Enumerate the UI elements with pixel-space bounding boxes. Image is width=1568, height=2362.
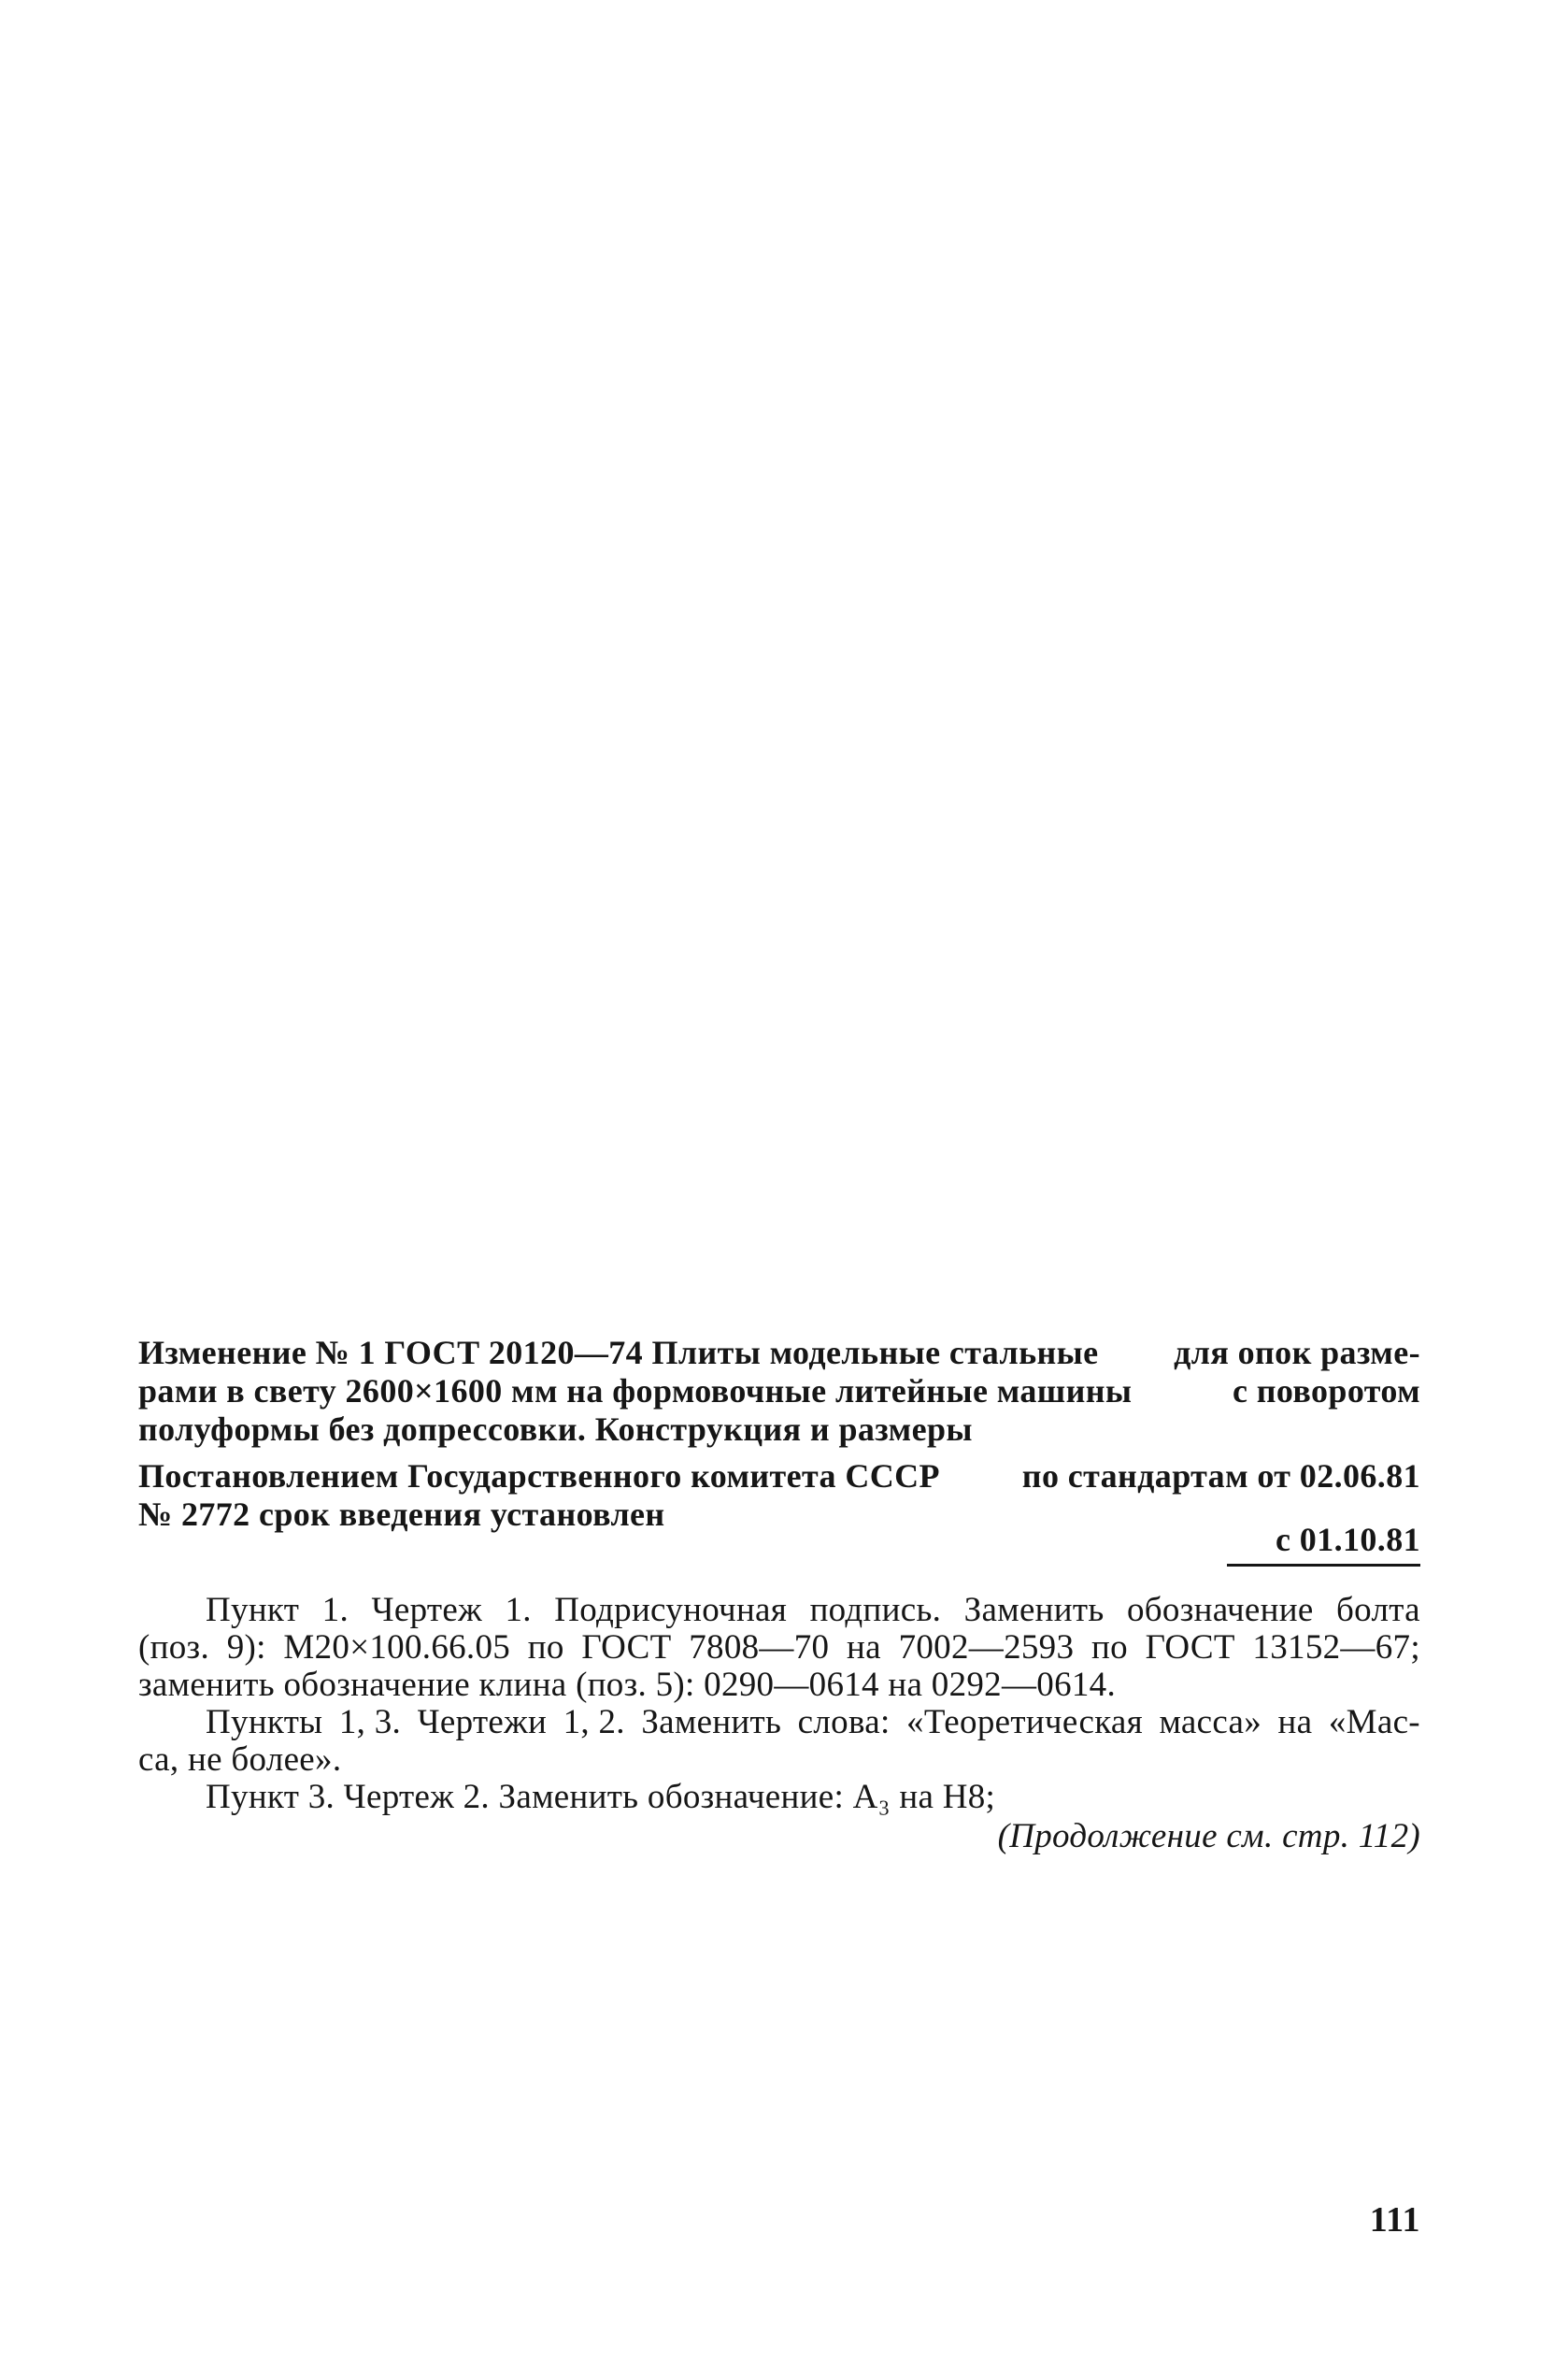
line-text: заменить обозначение клина (поз. 5): 0290—0614 на 0292—0614. [138,1666,1117,1704]
amendment-title [138,1334,1420,1449]
title-line-1 [138,1334,1420,1372]
word: 7002—2593 [898,1628,1075,1667]
word: Чертежи [417,1703,548,1741]
word: «Мас- [1328,1703,1420,1741]
word: масса» [1159,1703,1262,1741]
decree-text [138,1457,1420,1534]
paragraph-1-line-1 [138,1592,1420,1629]
word: 9): [226,1628,266,1667]
word: по [1090,1628,1128,1667]
word: Пункт [206,1591,300,1629]
word: Подрисуночная [554,1591,788,1629]
line-text: Пункт 3. Чертеж 2. Заменить обозначение: A₃ на H8; [206,1778,996,1816]
decree-line-1-right: по стандартам от 02.06.81 [1021,1457,1420,1495]
title-line-2-right: с поворотом [1232,1372,1420,1410]
decree-line-2 [138,1496,1420,1534]
page-number: 111 [1369,2200,1420,2240]
paragraph-2-line-2 [138,1741,1420,1779]
effective-date-underline [1227,1564,1420,1567]
title-line-2-left: рами в свету 2600×1600 мм на формовочные литейные машины [138,1372,1133,1410]
continuation-note: (Продолжение см. стр. 112) [997,1817,1420,1855]
word: 7808—70 [689,1628,830,1667]
paragraph-2 [138,1704,1420,1779]
title-line-1-right: для опок разме- [1174,1334,1420,1371]
word: 13152—67; [1252,1628,1420,1667]
paragraph-1-line-2 [138,1629,1420,1667]
decree-line-1 [138,1457,1420,1496]
word: болта [1336,1591,1420,1629]
word: (поз. [138,1628,209,1667]
word: на [847,1628,881,1667]
amendment-body [138,1592,1420,1855]
word: на [1277,1703,1313,1741]
word: обозначение [1127,1591,1314,1629]
word: по [527,1628,564,1667]
word: Заменить [641,1703,782,1741]
word: 1, 3. [338,1703,402,1741]
word: Заменить [963,1591,1105,1629]
word: ГОСТ [1145,1628,1235,1667]
paragraph-2-line-1 [138,1704,1420,1741]
word: Пункты [206,1703,323,1741]
paragraph-3-line-1 [138,1779,1420,1816]
word: Чертеж [371,1591,482,1629]
word: 1. [321,1591,349,1629]
word: М20×100.66.05 [283,1628,511,1667]
word: подпись. [809,1591,942,1629]
title-line-3-text: полуформы без допрессовки. Конструкция и размеры [138,1410,973,1448]
paragraph-1 [138,1592,1420,1704]
word: слова: [797,1703,891,1741]
title-line-2 [138,1372,1420,1410]
word: «Теоретическая [906,1703,1143,1741]
word: 1. [505,1591,532,1629]
paragraph-1-line-3 [138,1667,1420,1704]
word: ГОСТ [581,1628,672,1667]
line-text: са, не более». [138,1740,342,1779]
decree-line-1-left: Постановлением Государственного комитета СССР [138,1457,940,1495]
word: 1, 2. [563,1703,625,1741]
decree-line-2-text: № 2772 срок введения установлен [138,1496,665,1533]
title-line-1-left: Изменение № 1 ГОСТ 20120—74 Плиты модельные стальные [138,1334,1099,1371]
effective-date: с 01.10.81 [1276,1521,1420,1558]
paragraph-3 [138,1779,1420,1816]
title-line-3 [138,1410,1420,1449]
